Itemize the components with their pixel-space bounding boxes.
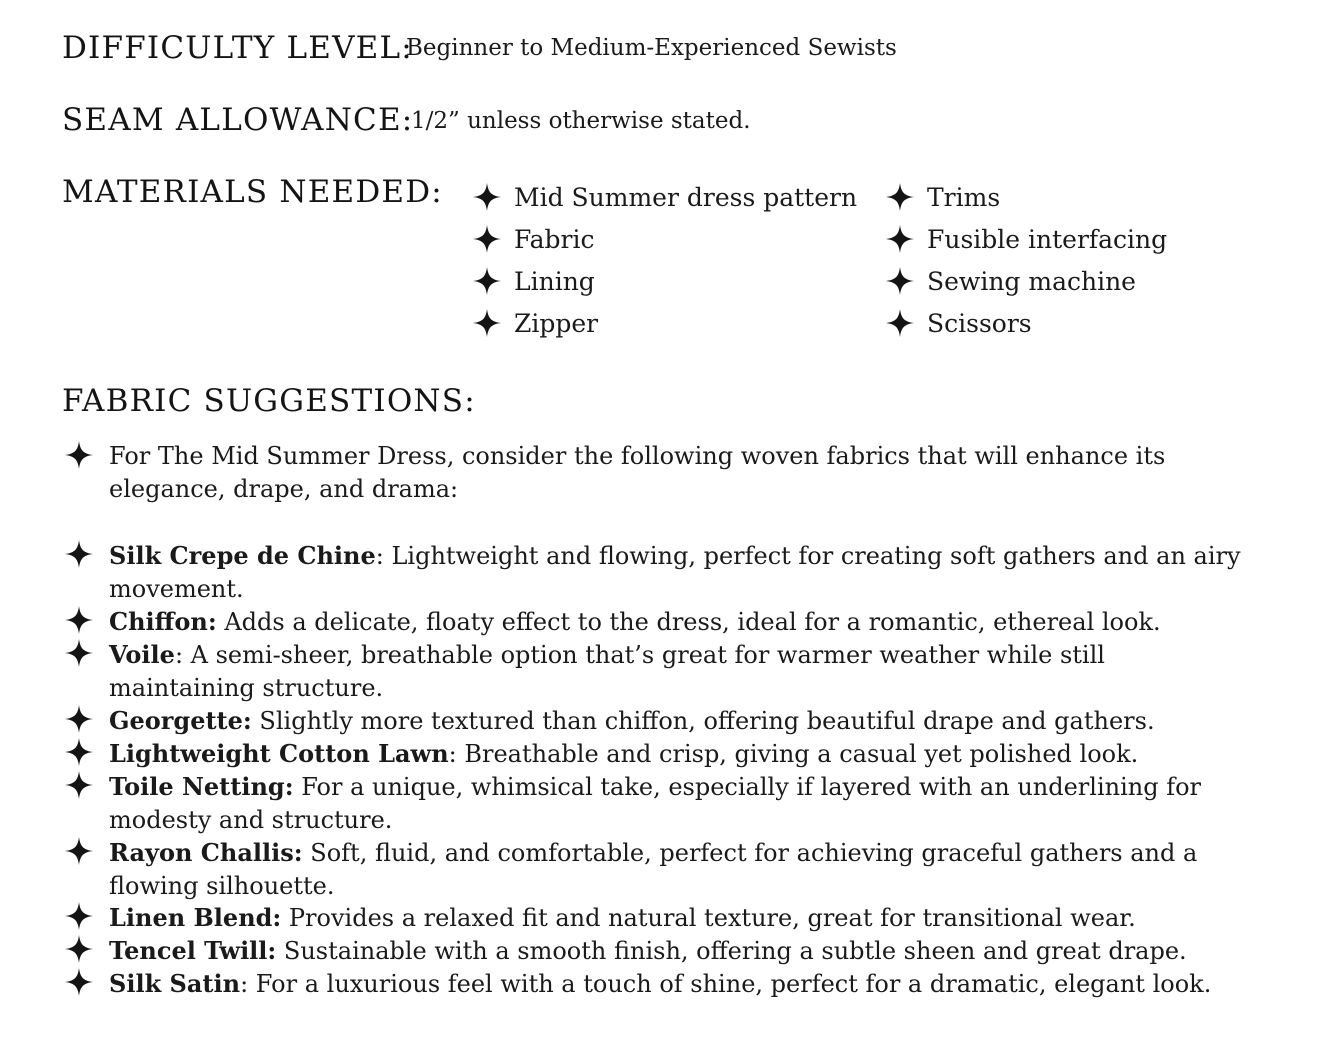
fabric-suggestion-item	[64, 638, 1244, 705]
materials-needed-heading: MATERIALS NEEDED:	[62, 174, 443, 210]
four-point-star-icon	[64, 638, 94, 668]
fabric-description: Provides a relaxed fit and natural texture, great for transitional wear.	[281, 904, 1136, 932]
material-item	[885, 260, 1167, 302]
four-point-star-icon	[472, 308, 502, 338]
material-item-label: Scissors	[927, 308, 1032, 338]
material-item-label: Sewing machine	[927, 266, 1136, 296]
material-item-label: Fusible interfacing	[927, 224, 1168, 254]
materials-list-column-1	[472, 176, 857, 344]
fabric-suggestions-heading: FABRIC SUGGESTIONS:	[62, 383, 476, 419]
fabric-name: Rayon Challis:	[109, 838, 303, 867]
material-item-label: Lining	[514, 266, 595, 296]
material-item	[472, 218, 857, 260]
seam-allowance-value: 1/2” unless otherwise stated.	[411, 108, 751, 134]
four-point-star-icon	[64, 770, 94, 800]
four-point-star-icon	[64, 605, 94, 635]
four-point-star-icon	[885, 308, 915, 338]
fabric-name: Georgette:	[109, 706, 252, 735]
fabric-description: : A semi-sheer, breathable option that’s great for warmer weather while still maintaining structure.	[109, 641, 1105, 702]
difficulty-level-heading: DIFFICULTY LEVEL:	[62, 30, 413, 66]
material-item	[885, 218, 1167, 260]
fabric-description: : Breathable and crisp, giving a casual yet polished look.	[448, 740, 1139, 768]
fabric-suggestion-item	[64, 605, 1244, 639]
fabric-name: Lightweight Cotton Lawn	[109, 739, 449, 768]
seam-allowance-heading: SEAM ALLOWANCE:	[62, 102, 414, 138]
fabric-description: Adds a delicate, floaty effect to the dress, ideal for a romantic, ethereal look.	[216, 608, 1161, 636]
material-item	[885, 176, 1167, 218]
difficulty-level-value: Beginner to Medium-Experienced Sewists	[406, 35, 897, 61]
four-point-star-icon	[64, 737, 94, 767]
fabric-description: Soft, fluid, and comfortable, perfect for achieving graceful gathers and a flowing silhouette.	[109, 839, 1198, 900]
four-point-star-icon	[472, 182, 502, 212]
material-item-label: Trims	[927, 182, 1001, 212]
fabric-suggestion-item	[64, 539, 1244, 606]
fabric-suggestion-item	[64, 704, 1244, 738]
four-point-star-icon	[64, 539, 94, 569]
fabric-description: : For a luxurious feel with a touch of shine, perfect for a dramatic, elegant look.	[240, 970, 1212, 998]
fabric-name: Silk Satin	[109, 969, 241, 998]
fabric-description: For a unique, whimsical take, especially if layered with an underlining for modesty and structure.	[109, 773, 1202, 834]
fabric-suggestion-item	[64, 770, 1244, 837]
four-point-star-icon	[472, 266, 502, 296]
material-item	[472, 176, 857, 218]
four-point-star-icon	[472, 224, 502, 254]
fabric-description: : Lightweight and flowing, perfect for creating soft gathers and an airy movement.	[109, 542, 1241, 603]
fabric-suggestion-item	[64, 901, 1244, 935]
four-point-star-icon	[64, 901, 94, 931]
fabric-name: Tencel Twill:	[109, 936, 277, 965]
fabric-description: Sustainable with a smooth finish, offering a subtle sheen and great drape.	[276, 937, 1187, 965]
fabric-name: Voile	[109, 640, 175, 669]
four-point-star-icon	[885, 182, 915, 212]
four-point-star-icon	[64, 836, 94, 866]
fabric-description: Slightly more textured than chiffon, offering beautiful drape and gathers.	[251, 707, 1155, 735]
material-item	[472, 260, 857, 302]
fabric-name: Toile Netting:	[109, 772, 294, 801]
four-point-star-icon	[64, 440, 94, 470]
fabric-suggestion-item	[64, 836, 1244, 903]
fabric-name: Linen Blend:	[109, 903, 282, 932]
fabric-suggestion-item	[64, 737, 1244, 771]
fabric-suggestion-item	[64, 934, 1244, 968]
materials-list-column-2	[885, 176, 1167, 344]
fabric-suggestion-item	[64, 967, 1244, 1001]
material-item-label: Fabric	[514, 224, 595, 254]
four-point-star-icon	[64, 934, 94, 964]
material-item	[885, 302, 1167, 344]
four-point-star-icon	[64, 967, 94, 997]
four-point-star-icon	[885, 224, 915, 254]
intro-text: For The Mid Summer Dress, consider the following woven fabrics that will enhance its elegance, drape, and drama:	[109, 442, 1166, 503]
material-item-label: Zipper	[514, 308, 599, 338]
fabric-name: Silk Crepe de Chine	[109, 541, 376, 570]
fabric-name: Chiffon:	[109, 607, 217, 636]
material-item	[472, 302, 857, 344]
fabric-suggestions-intro	[64, 440, 1244, 506]
four-point-star-icon	[885, 266, 915, 296]
four-point-star-icon	[64, 704, 94, 734]
material-item-label: Mid Summer dress pattern	[514, 182, 858, 212]
